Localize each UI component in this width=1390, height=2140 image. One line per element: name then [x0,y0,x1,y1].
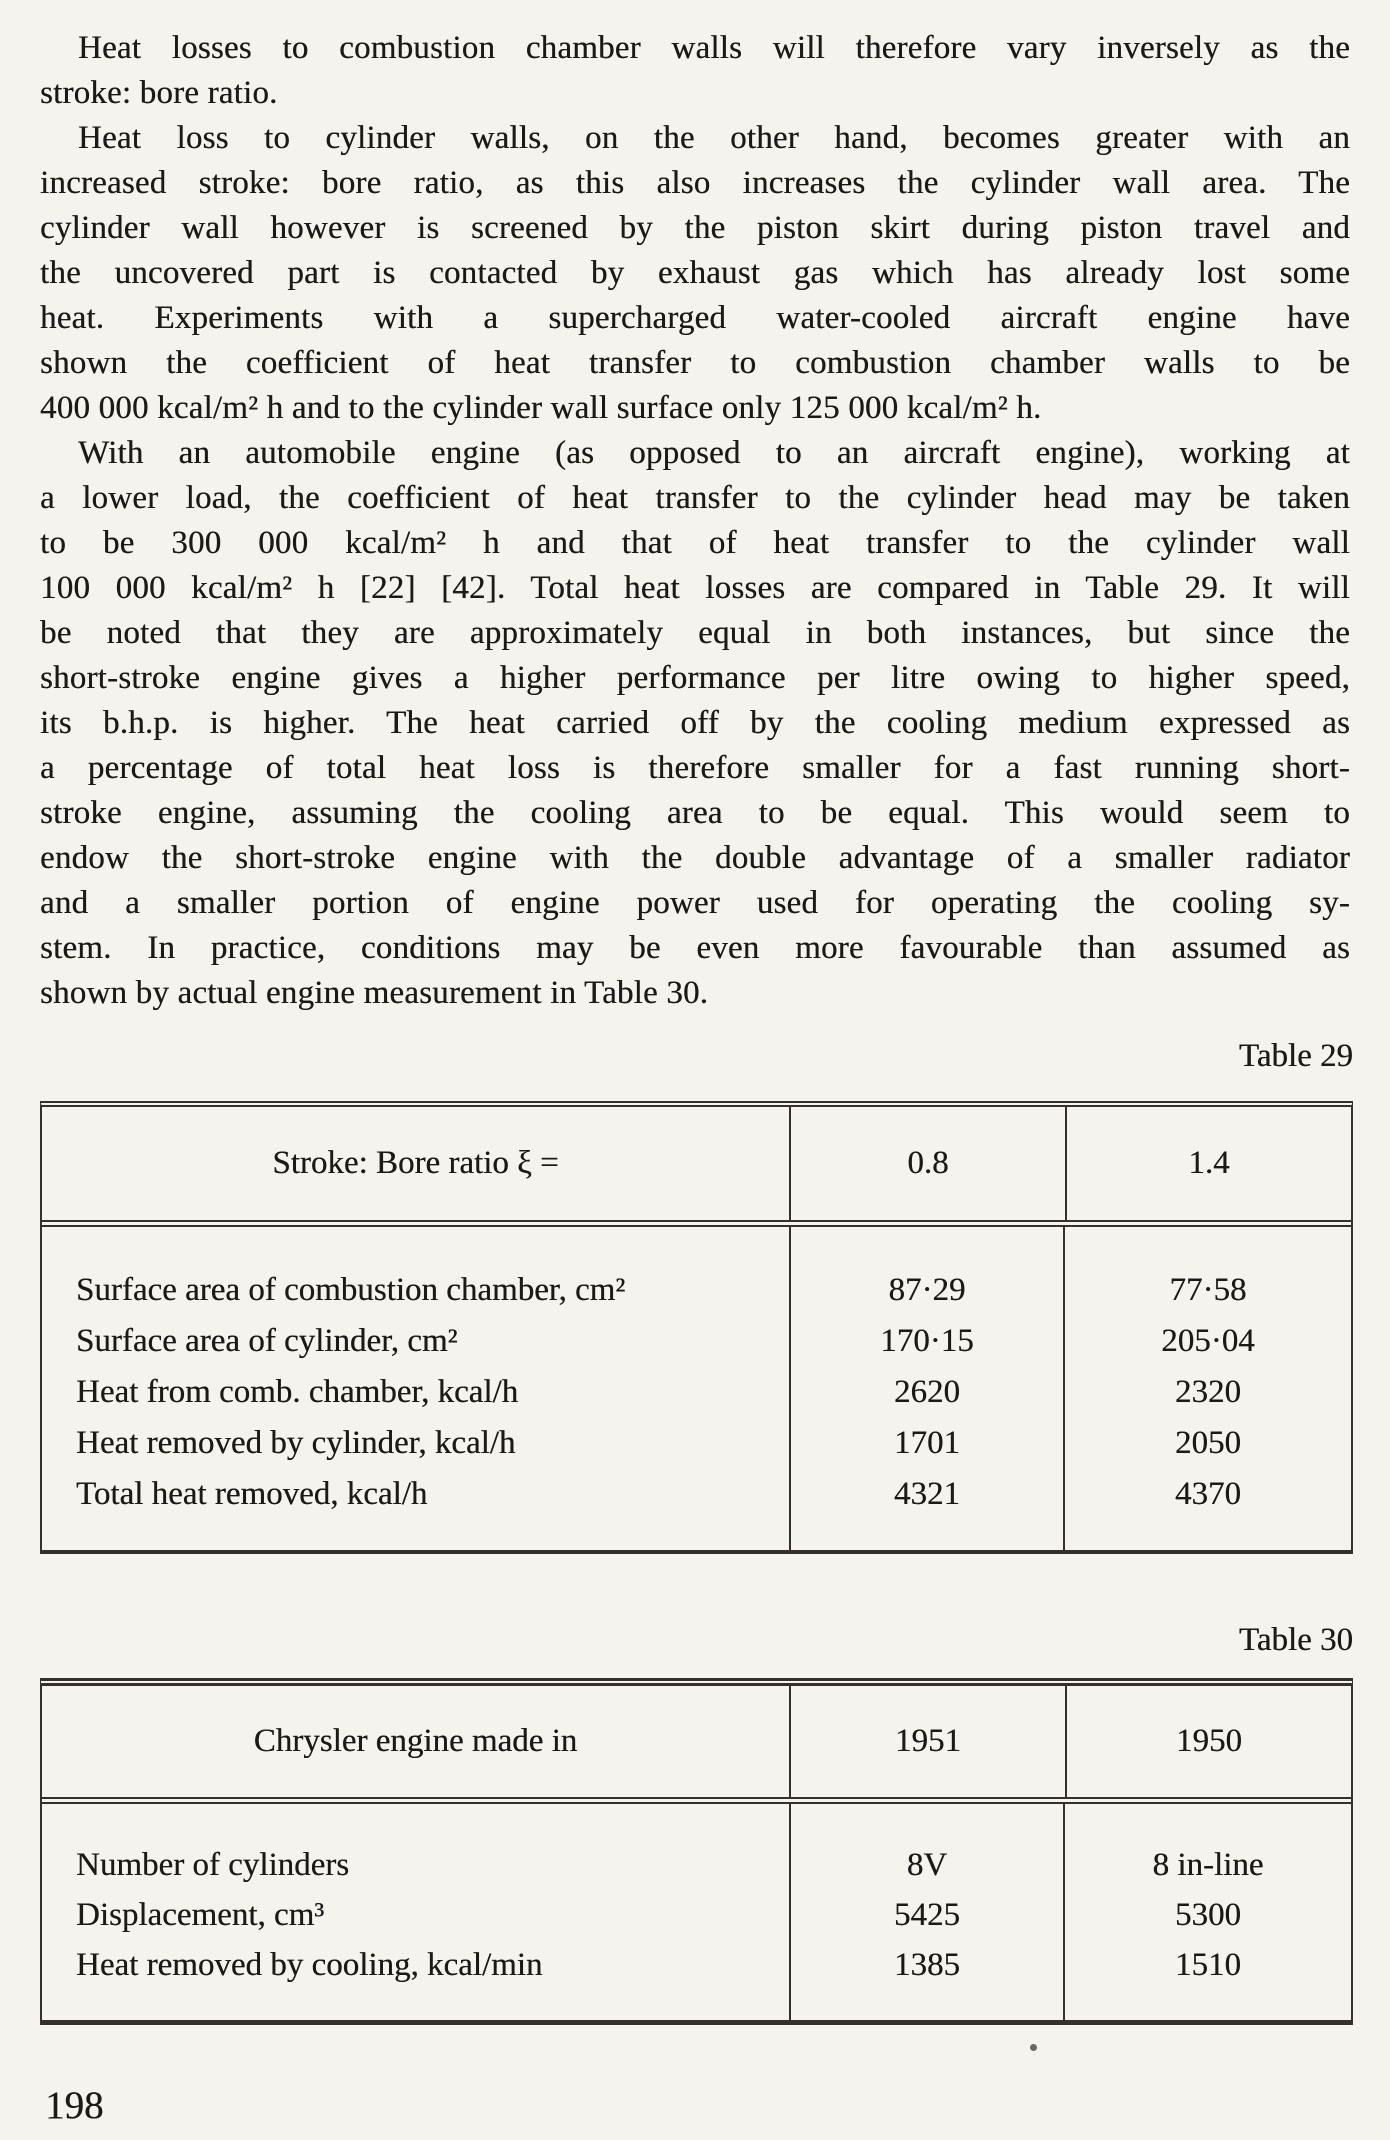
table-row-label: Heat from comb. chamber, kcal/h [76,1374,519,1410]
table-value-column [789,1804,1063,2020]
table-30-body [42,1804,1351,2020]
body-text-line: stroke engine, assuming the cooling area to be equal. This would seem to [40,795,1350,831]
table-cell-value: 205·04 [1161,1323,1255,1359]
table-29-caption: Table 29 [1238,1038,1353,1074]
table-row-label: Heat removed by cooling, kcal/min [76,1946,543,1983]
body-text-line: shown by actual engine measurement in Table 30. [40,975,709,1011]
body-text-line: With an automobile engine (as opposed to an aircraft engine), working at [78,435,1350,471]
body-text-line: Heat loss to cylinder walls, on the other hand, becomes greater with an [78,120,1350,156]
table-cell-value: 1385 [894,1946,960,1983]
body-text-line: Heat losses to combustion chamber walls will therefore vary inversely as the [78,30,1350,66]
table-cell-value: 2620 [894,1374,960,1410]
table-cell-value: 8V [906,1846,948,1883]
body-text-line: its b.h.p. is higher. The heat carried off by the cooling medium expressed as [40,705,1350,741]
table-header-label: Stroke: Bore ratio ξ = [272,1145,559,1181]
table-cell-value: 2320 [1175,1374,1241,1410]
table-29-header-row [42,1107,1351,1227]
body-text-line: stroke: bore ratio. [40,75,278,111]
table-row-label: Number of cylinders [76,1846,350,1883]
body-text-line: cylinder wall however is screened by the piston skirt during piston travel and [40,210,1350,246]
body-text-line: to be 300 000 kcal/m² h and that of heat transfer to the cylinder wall [40,525,1350,561]
table-row-label: Displacement, cm³ [76,1896,325,1933]
table-row-label: Surface area of cylinder, cm² [76,1323,458,1359]
scan-artifact [1030,2044,1037,2051]
table-header-value: 1951 [789,1686,1065,1797]
table-cell-value: 87·29 [888,1272,966,1308]
table-30-caption: Table 30 [1238,1622,1353,1658]
table-label-column [42,1227,789,1550]
body-text-line: a percentage of total heat loss is therefore smaller for a fast running short- [40,750,1350,786]
table-29 [40,1101,1353,1554]
body-text-line: short-stroke engine gives a higher performance per litre owing to higher speed, [40,660,1350,696]
body-text-line: the uncovered part is contacted by exhaust gas which has already lost some [40,255,1350,291]
table-value-column [1063,1227,1351,1550]
table-header-label: Chrysler engine made in [253,1723,578,1759]
body-text-line: endow the short-stroke engine with the double advantage of a smaller radiator [40,840,1350,876]
table-30 [40,1678,1353,2025]
body-text [40,26,1350,1016]
table-header-value: 1950 [1065,1686,1351,1797]
body-text-line: and a smaller portion of engine power used for operating the cooling sy- [40,885,1350,921]
table-cell-value: 77·58 [1169,1272,1247,1308]
body-text-line: be noted that they are approximately equal in both instances, but since the [40,615,1350,651]
table-value-column [789,1227,1063,1550]
table-cell-value: 2050 [1175,1425,1241,1461]
table-cell-value: 5300 [1175,1896,1241,1933]
table-row-label: Total heat removed, kcal/h [76,1476,428,1512]
body-text-line: 100 000 kcal/m² h [22] [42]. Total heat losses are compared in Table 29. It will [40,570,1350,606]
table-header-value: 1.4 [1065,1107,1351,1220]
body-text-line: increased stroke: bore ratio, as this also increases the cylinder wall area. The [40,165,1350,201]
table-cell-value: 170·15 [880,1323,974,1359]
table-cell-value: 1701 [894,1425,960,1461]
page-number: 198 [45,2084,104,2127]
table-row-label: Heat removed by cylinder, kcal/h [76,1425,516,1461]
body-text-line: a lower load, the coefficient of heat transfer to the cylinder head may be taken [40,480,1350,516]
table-label-column [42,1804,789,2020]
table-29-body [42,1227,1351,1550]
table-header-value: 0.8 [789,1107,1065,1220]
body-text-line: heat. Experiments with a supercharged water-cooled aircraft engine have [40,300,1350,336]
table-value-column [1063,1804,1351,2020]
body-text-line: stem. In practice, conditions may be even more favourable than assumed as [40,930,1350,966]
table-cell-value: 5425 [894,1896,960,1933]
body-text-line: shown the coefficient of heat transfer to combustion chamber walls to be [40,345,1350,381]
body-text-line: 400 000 kcal/m² h and to the cylinder wall surface only 125 000 kcal/m² h. [40,390,1042,426]
table-cell-value: 1510 [1175,1946,1241,1983]
table-cell-value: 8 in-line [1152,1846,1264,1883]
table-cell-value: 4370 [1175,1476,1241,1512]
table-row-label: Surface area of combustion chamber, cm² [76,1272,626,1308]
table-30-header-row [42,1686,1351,1804]
table-cell-value: 4321 [894,1476,960,1512]
